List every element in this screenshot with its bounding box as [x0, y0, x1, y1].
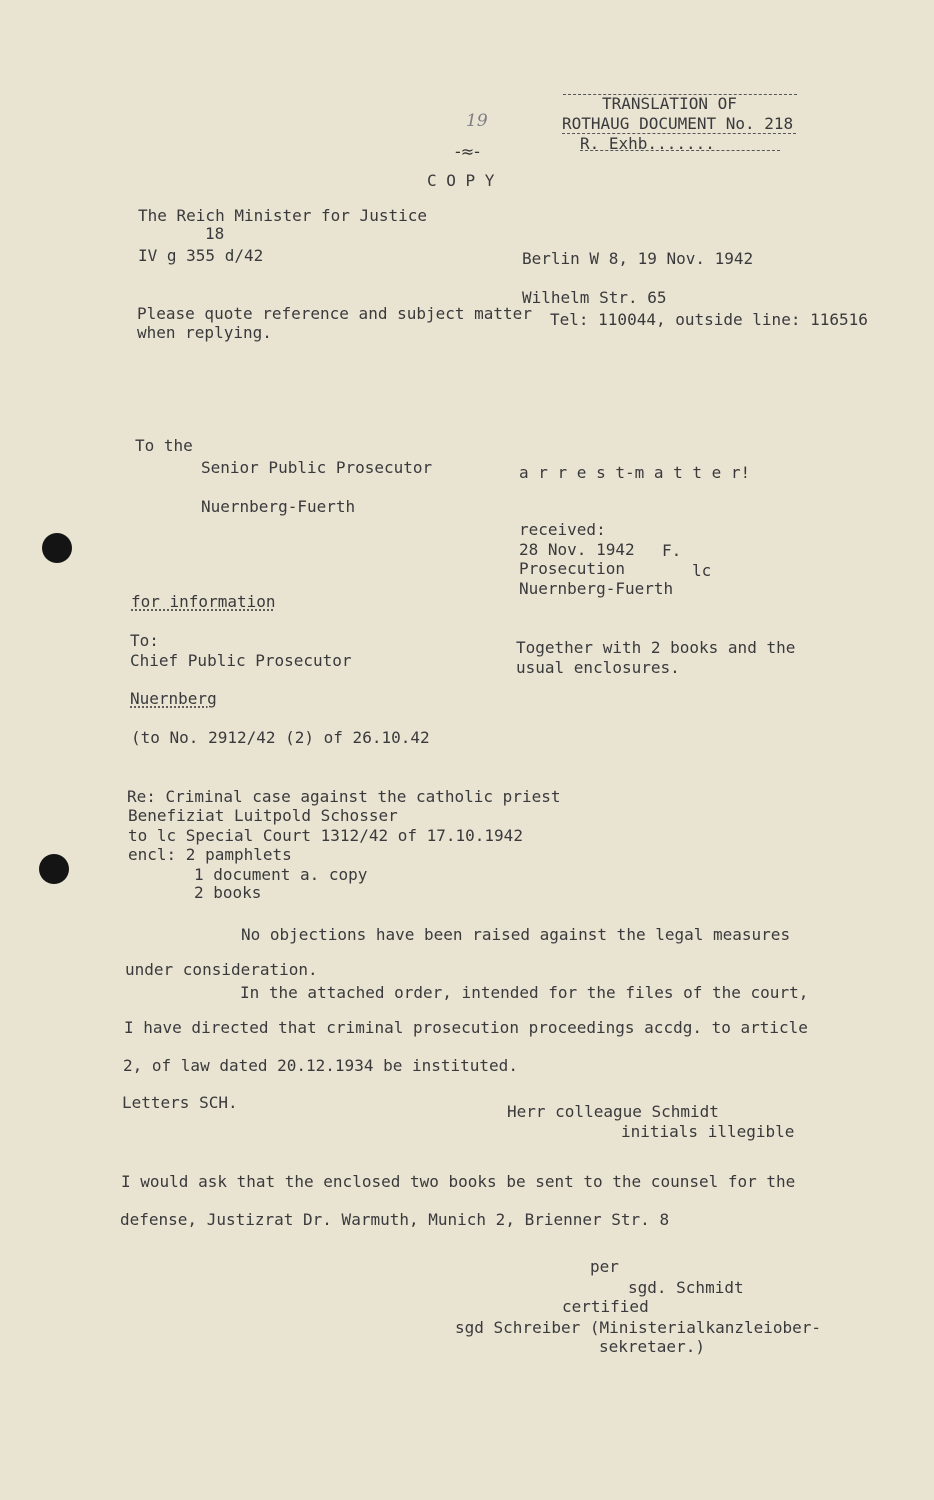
sender-street: Wilhelm Str. 65 — [522, 288, 667, 307]
copy-label: C O P Y — [427, 171, 495, 190]
recipient-office: Senior Public Prosecutor — [201, 458, 433, 477]
info-reference: (to No. 2912/42 (2) of 26.10.42 — [131, 728, 430, 747]
info-to: To: — [130, 631, 159, 650]
paragraph-1-line-1: No objections have been raised against the legal measures — [241, 925, 791, 944]
usual-enclosures: usual enclosures. — [516, 658, 680, 677]
received-lc: lc — [692, 561, 712, 580]
sender-title: The Reich Minister for Justice — [138, 206, 427, 225]
letters-line: Letters SCH. — [122, 1093, 238, 1112]
page-mark: 19 — [466, 111, 488, 131]
paragraph-2-line-3: 2, of law dated 20.12.1934 be instituted. — [123, 1056, 518, 1075]
signature-certified: certified — [562, 1297, 649, 1316]
subject-re: Re: Criminal case against the catholic priest — [127, 787, 561, 806]
translation-title: TRANSLATION OF — [602, 94, 737, 113]
exhibit-label: R. Exhb....... — [580, 134, 715, 153]
paragraph-1-line-2: under consideration. — [125, 960, 318, 979]
signature-sgd: sgd. Schmidt — [628, 1278, 744, 1297]
signature-signer: sgd Schreiber (Ministerialkanzleiober- — [455, 1318, 822, 1337]
enclosures-line: encl: 2 pamphlets — [128, 845, 292, 864]
initials-line: initials illegible — [621, 1122, 795, 1141]
sender-reference: IV g 355 d/42 — [138, 246, 264, 265]
received-city: Nuernberg-Fuerth — [519, 579, 674, 598]
signature-signer-title: sekretaer.) — [599, 1337, 705, 1356]
punch-hole-bottom — [39, 854, 69, 884]
received-label: received: — [519, 520, 606, 539]
enclosure-books: 2 books — [194, 883, 262, 902]
sender-ref-number: 18 — [205, 224, 225, 243]
together-with: Together with 2 books and the — [516, 638, 796, 657]
paragraph-2-line-2: I have directed that criminal prosecution proceedings accdg. to article — [124, 1018, 808, 1037]
info-office: Chief Public Prosecutor — [130, 651, 352, 670]
received-date: 28 Nov. 1942 — [519, 540, 635, 559]
info-city: Nuernberg — [130, 689, 217, 708]
document-number: ROTHAUG DOCUMENT No. 218 — [562, 114, 794, 133]
arrest-matter: a r r e s t-m a t t e r! — [519, 463, 751, 482]
paragraph-3-line-1: I would ask that the enclosed two books be sent to the counsel for the — [121, 1172, 796, 1191]
signature-per: per — [590, 1257, 619, 1276]
subject-line-3: to lc Special Court 1312/42 of 17.10.1942 — [128, 826, 523, 845]
paragraph-2-line-1: In the attached order, intended for the files of the court, — [240, 983, 809, 1002]
received-office: Prosecution — [519, 559, 625, 578]
replying-instruction: when replying. — [137, 323, 272, 342]
subject-line-2: Benefiziat Luitpold Schosser — [128, 806, 398, 825]
header-rule-bottom — [580, 150, 780, 151]
place-date: Berlin W 8, 19 Nov. 1942 — [522, 249, 754, 268]
enclosure-document: 1 document a. copy — [194, 865, 368, 884]
flourish-mark: -≈- — [455, 142, 480, 161]
telephone: Tel: 110044, outside line: 116516 — [550, 310, 868, 329]
colleague-line: Herr colleague Schmidt — [507, 1102, 719, 1121]
punch-hole-top — [42, 533, 72, 563]
received-letter: F. — [662, 541, 682, 560]
recipient-city: Nuernberg-Fuerth — [201, 497, 356, 516]
paragraph-3-line-2: defense, Justizrat Dr. Warmuth, Munich 2, Brienner Str. 8 — [120, 1210, 670, 1229]
to-the: To the — [135, 436, 193, 455]
for-information: for information — [131, 592, 276, 611]
quote-instruction: Please quote reference and subject matter — [137, 304, 532, 323]
